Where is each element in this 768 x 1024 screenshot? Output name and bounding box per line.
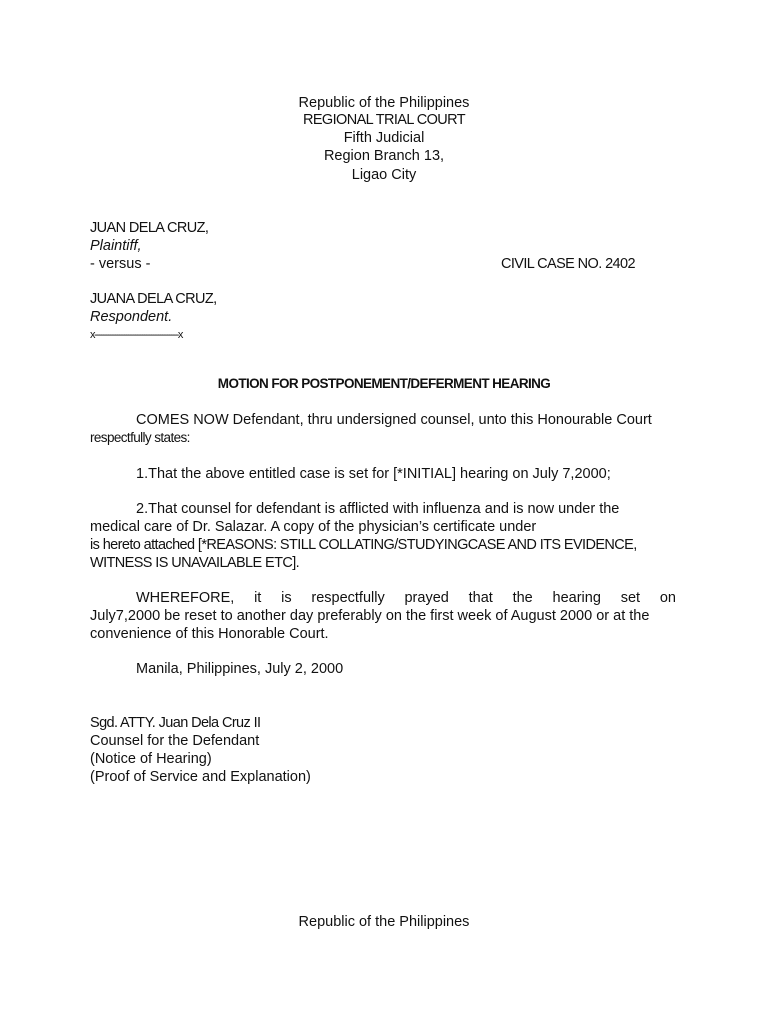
respondent-name: JUANA DELA CRUZ,: [90, 291, 217, 307]
header-region-branch: Region Branch 13,: [323, 148, 445, 164]
prayer-line-3: convenience of this Honorable Court.: [90, 626, 329, 642]
prayer-word: on: [659, 590, 676, 606]
prayer-line-1: [90, 589, 676, 607]
prayer-line-2: July7,2000 be reset to another day preferably on the first week of August 2000 or at the: [90, 608, 650, 624]
proof-of-service: (Proof of Service and Explanation): [90, 769, 311, 785]
versus-label: - versus -: [90, 256, 151, 272]
header-republic: Republic of the Philippines: [298, 95, 470, 111]
signatory: Sgd. ATTY. Juan Dela Cruz II: [90, 715, 261, 731]
prayer-word: the: [512, 590, 533, 606]
plaintiff-role: Plaintiff,: [90, 238, 142, 254]
caption-separator: x-------------------------------------x: [90, 329, 182, 341]
item-1: 1.That the above entitled case is set for [*INITIAL] hearing on July 7,2000;: [136, 466, 611, 482]
prayer-word: hearing: [552, 590, 601, 606]
item-2-line-2: medical care of Dr. Salazar. A copy of the physician’s certificate under: [90, 519, 537, 535]
prayer-word: it: [254, 590, 262, 606]
item-2-line-4: WITNESS IS UNAVAILABLE ETC].: [90, 555, 300, 571]
plaintiff-name: JUAN DELA CRUZ,: [90, 220, 209, 236]
respondent-role: Respondent.: [90, 309, 173, 325]
prayer-word: prayed: [404, 590, 449, 606]
notice-of-hearing: (Notice of Hearing): [90, 751, 212, 767]
place-date: Manila, Philippines, July 2, 2000: [136, 661, 344, 677]
motion-title: MOTION FOR POSTPONEMENT/DEFERMENT HEARING: [217, 376, 551, 391]
prayer-word: respectfully: [311, 590, 385, 606]
item-2-line-3: is hereto attached [*REASONS: STILL COLLATING/STUDYINGCASE AND ITS EVIDENCE,: [90, 537, 637, 553]
header-judicial: Fifth Judicial: [343, 130, 425, 146]
header-court: REGIONAL TRIAL COURT: [302, 112, 466, 128]
item-2-line-1: 2.That counsel for defendant is afflicted with influenza and is now under the: [136, 501, 620, 517]
prayer-word: that: [468, 590, 493, 606]
intro-line-2: respectfully states:: [90, 430, 190, 445]
case-number: CIVIL CASE NO. 2402: [501, 256, 635, 272]
prayer-word: WHEREFORE,: [136, 590, 235, 606]
intro-line-1: COMES NOW Defendant, thru undersigned counsel, unto this Honourable Court: [136, 412, 652, 428]
header-city: Ligao City: [351, 167, 417, 183]
prayer-word: set: [620, 590, 641, 606]
next-page-republic: Republic of the Philippines: [298, 914, 470, 930]
signatory-role: Counsel for the Defendant: [90, 733, 260, 749]
prayer-word: is: [281, 590, 292, 606]
